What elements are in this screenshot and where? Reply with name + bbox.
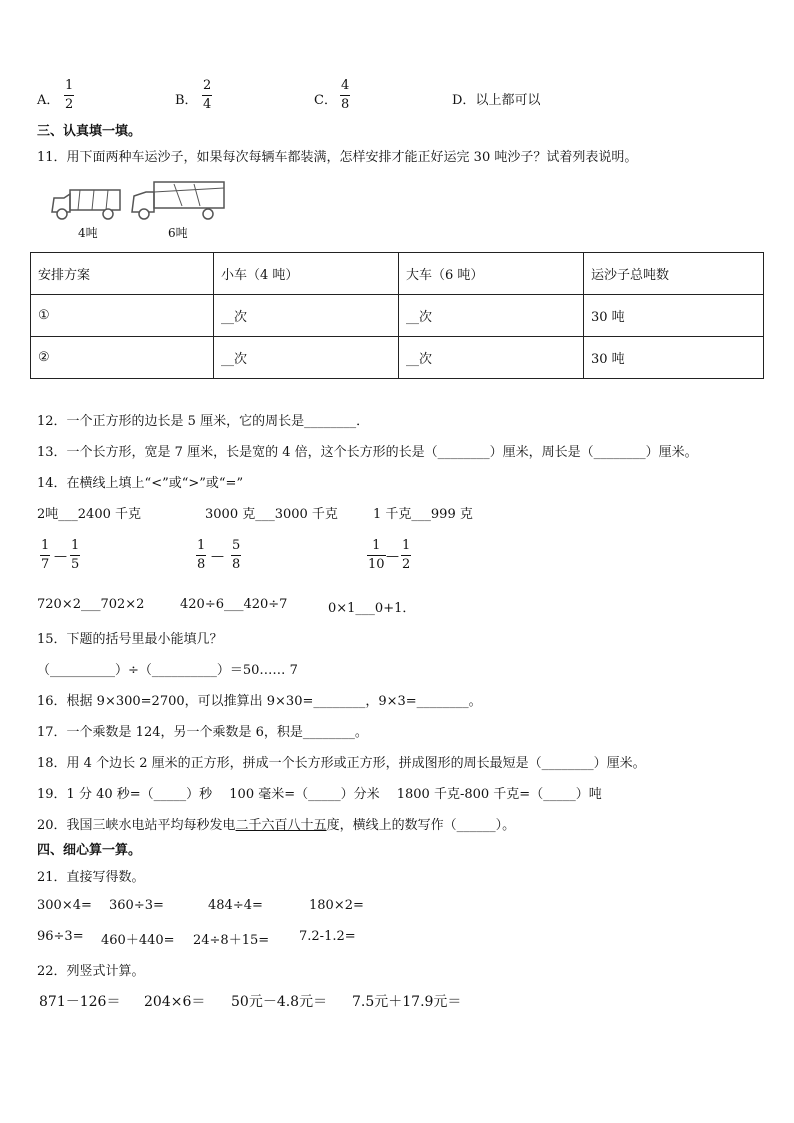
numerator: 1 xyxy=(41,538,50,553)
table-row xyxy=(31,295,764,337)
small-truck-label: 4吨 xyxy=(78,226,98,240)
q10-option-c-letter: C． xyxy=(314,93,337,108)
q12-text: 12．一个正方形的边长是 5 厘米，它的周长是________． xyxy=(37,414,370,429)
q18-text: 18．用 4 个边长 2 厘米的正方形，拼成一个长方形或正方形，拼成图形的周长最短是（________）厘米。 xyxy=(37,756,646,771)
table-header-row xyxy=(31,253,764,295)
table-cell-input[interactable]: __次 xyxy=(399,295,584,337)
denominator: 8 xyxy=(341,97,350,112)
q14-calc-compare-2: 420÷6___420÷7 xyxy=(180,597,288,612)
q22-item: 871－126＝ xyxy=(39,994,121,1010)
arrangement-table xyxy=(30,252,764,379)
q10-option-d xyxy=(452,89,540,108)
big-truck-icon xyxy=(130,178,226,222)
q20-text xyxy=(37,814,515,833)
denominator: 2 xyxy=(402,557,411,572)
q10-option-a-letter: A． xyxy=(37,93,60,108)
denominator: 8 xyxy=(197,557,206,572)
q14-fraction-b3 xyxy=(401,539,411,572)
big-truck-label: 6吨 xyxy=(168,226,188,240)
q21-item: 24÷8＋15= xyxy=(193,933,270,948)
numerator: 1 xyxy=(372,538,381,553)
q14-fraction-a1 xyxy=(40,539,50,572)
q14-fraction-b1 xyxy=(70,539,80,572)
numerator: 1 xyxy=(197,538,206,553)
q21-item: 484÷4= xyxy=(208,898,263,913)
q14-text: 14．在横线上填上“<”或“>”或“=” xyxy=(37,476,244,491)
q20-text-after: 度，横线上的数写作（______）。 xyxy=(326,818,516,833)
q21-item: 300×4= xyxy=(37,898,92,913)
denominator: 2 xyxy=(65,97,74,112)
numerator: 1 xyxy=(65,78,74,93)
table-header-cell: 安排方案 xyxy=(31,253,214,295)
q10-option-c-fraction xyxy=(340,79,350,112)
q17-text: 17．一个乘数是 124，另一个乘数是 6，积是________。 xyxy=(37,725,368,740)
table-row xyxy=(31,337,764,379)
q14-compare-1: 2吨___2400 千克 xyxy=(37,507,141,522)
q14-calc-compare-1: 720×2___702×2 xyxy=(37,597,145,612)
numerator: 1 xyxy=(71,538,80,553)
q15-text: 15．下题的括号里最小能填几？ xyxy=(37,632,223,647)
q10-option-a-fraction xyxy=(64,79,74,112)
q16-text: 16．根据 9×300=2700，可以推算出 9×30=________，9×3=________。 xyxy=(37,694,482,709)
denominator: 8 xyxy=(232,557,241,572)
q19-text: 19．1 分 40 秒=（_____）秒 100 毫米=（_____）分米 1800 千克-800 千克=（_____）吨 xyxy=(37,787,602,802)
q15-expression: （__________）÷（__________）＝50…… 7 xyxy=(37,663,298,678)
q22-item: 50元－4.8元＝ xyxy=(231,994,328,1010)
q14-fraction-a2 xyxy=(196,539,206,572)
table-cell: ② xyxy=(31,337,214,379)
small-truck-illustration xyxy=(50,184,124,222)
table-cell-input[interactable]: __次 xyxy=(214,337,399,379)
table-cell: ① xyxy=(31,295,214,337)
table-header-cell: 小车（4 吨） xyxy=(214,253,399,295)
numerator: 1 xyxy=(402,538,411,553)
q21-item: 180×2= xyxy=(309,898,364,913)
denominator: 4 xyxy=(203,97,212,112)
q20-text-before: 20．我国三峡水电站平均每秒发电 xyxy=(37,818,236,833)
big-truck-illustration xyxy=(130,178,226,222)
q10-option-d-text: 以上都可以 xyxy=(475,93,541,108)
q21-item: 96÷3= xyxy=(37,929,84,944)
small-truck-icon xyxy=(50,184,124,222)
q22-item: 204×6＝ xyxy=(144,994,206,1010)
section-3-heading: 三、认真填一填。 xyxy=(37,124,142,139)
q14-blank-1[interactable]: — xyxy=(54,549,67,564)
table-header-cell: 运沙子总吨数 xyxy=(584,253,764,295)
numerator: 5 xyxy=(232,538,241,553)
q20-underlined-number: 二千六百八十五 xyxy=(235,818,327,833)
table-cell-input[interactable]: __次 xyxy=(214,295,399,337)
q10-option-b-letter: B． xyxy=(175,93,198,108)
q14-fraction-b2 xyxy=(231,539,241,572)
table-cell: 30 吨 xyxy=(584,295,764,337)
section-4-heading: 四、细心算一算。 xyxy=(37,843,142,858)
q21-item: 360÷3= xyxy=(109,898,164,913)
q14-compare-2: 3000 克___3000 千克 xyxy=(205,507,338,522)
q14-fraction-a3 xyxy=(367,539,386,572)
denominator: 7 xyxy=(41,557,50,572)
q14-calc-compare-3: 0×1___0+1． xyxy=(328,601,416,616)
q21-item: 7.2-1.2= xyxy=(299,929,356,944)
q21-text: 21．直接写得数。 xyxy=(37,870,145,885)
table-cell-input[interactable]: __次 xyxy=(399,337,584,379)
table-header-cell: 大车（6 吨） xyxy=(399,253,584,295)
numerator: 2 xyxy=(203,78,212,93)
table-cell: 30 吨 xyxy=(584,337,764,379)
q22-item: 7.5元＋17.9元＝ xyxy=(352,994,462,1010)
q11-text: 11．用下面两种车运沙子，如果每次每辆车都装满，怎样安排才能正好运完 30 吨沙子？试着列表说明。 xyxy=(37,150,638,165)
q10-option-b-fraction xyxy=(202,79,212,112)
q14-blank-3[interactable]: — xyxy=(386,549,399,564)
numerator: 4 xyxy=(341,78,350,93)
q14-compare-3: 1 千克___999 克 xyxy=(373,507,473,522)
denominator: 10 xyxy=(368,557,385,572)
q10-option-d-letter: D． xyxy=(452,93,476,108)
q22-text: 22．列竖式计算。 xyxy=(37,964,145,979)
q14-blank-2[interactable]: — xyxy=(211,549,224,564)
q21-item: 460＋440= xyxy=(101,933,175,948)
denominator: 5 xyxy=(71,557,80,572)
q13-text: 13．一个长方形，宽是 7 厘米，长是宽的 4 倍，这个长方形的长是（________）厘米，周长是（________）厘米。 xyxy=(37,445,698,460)
